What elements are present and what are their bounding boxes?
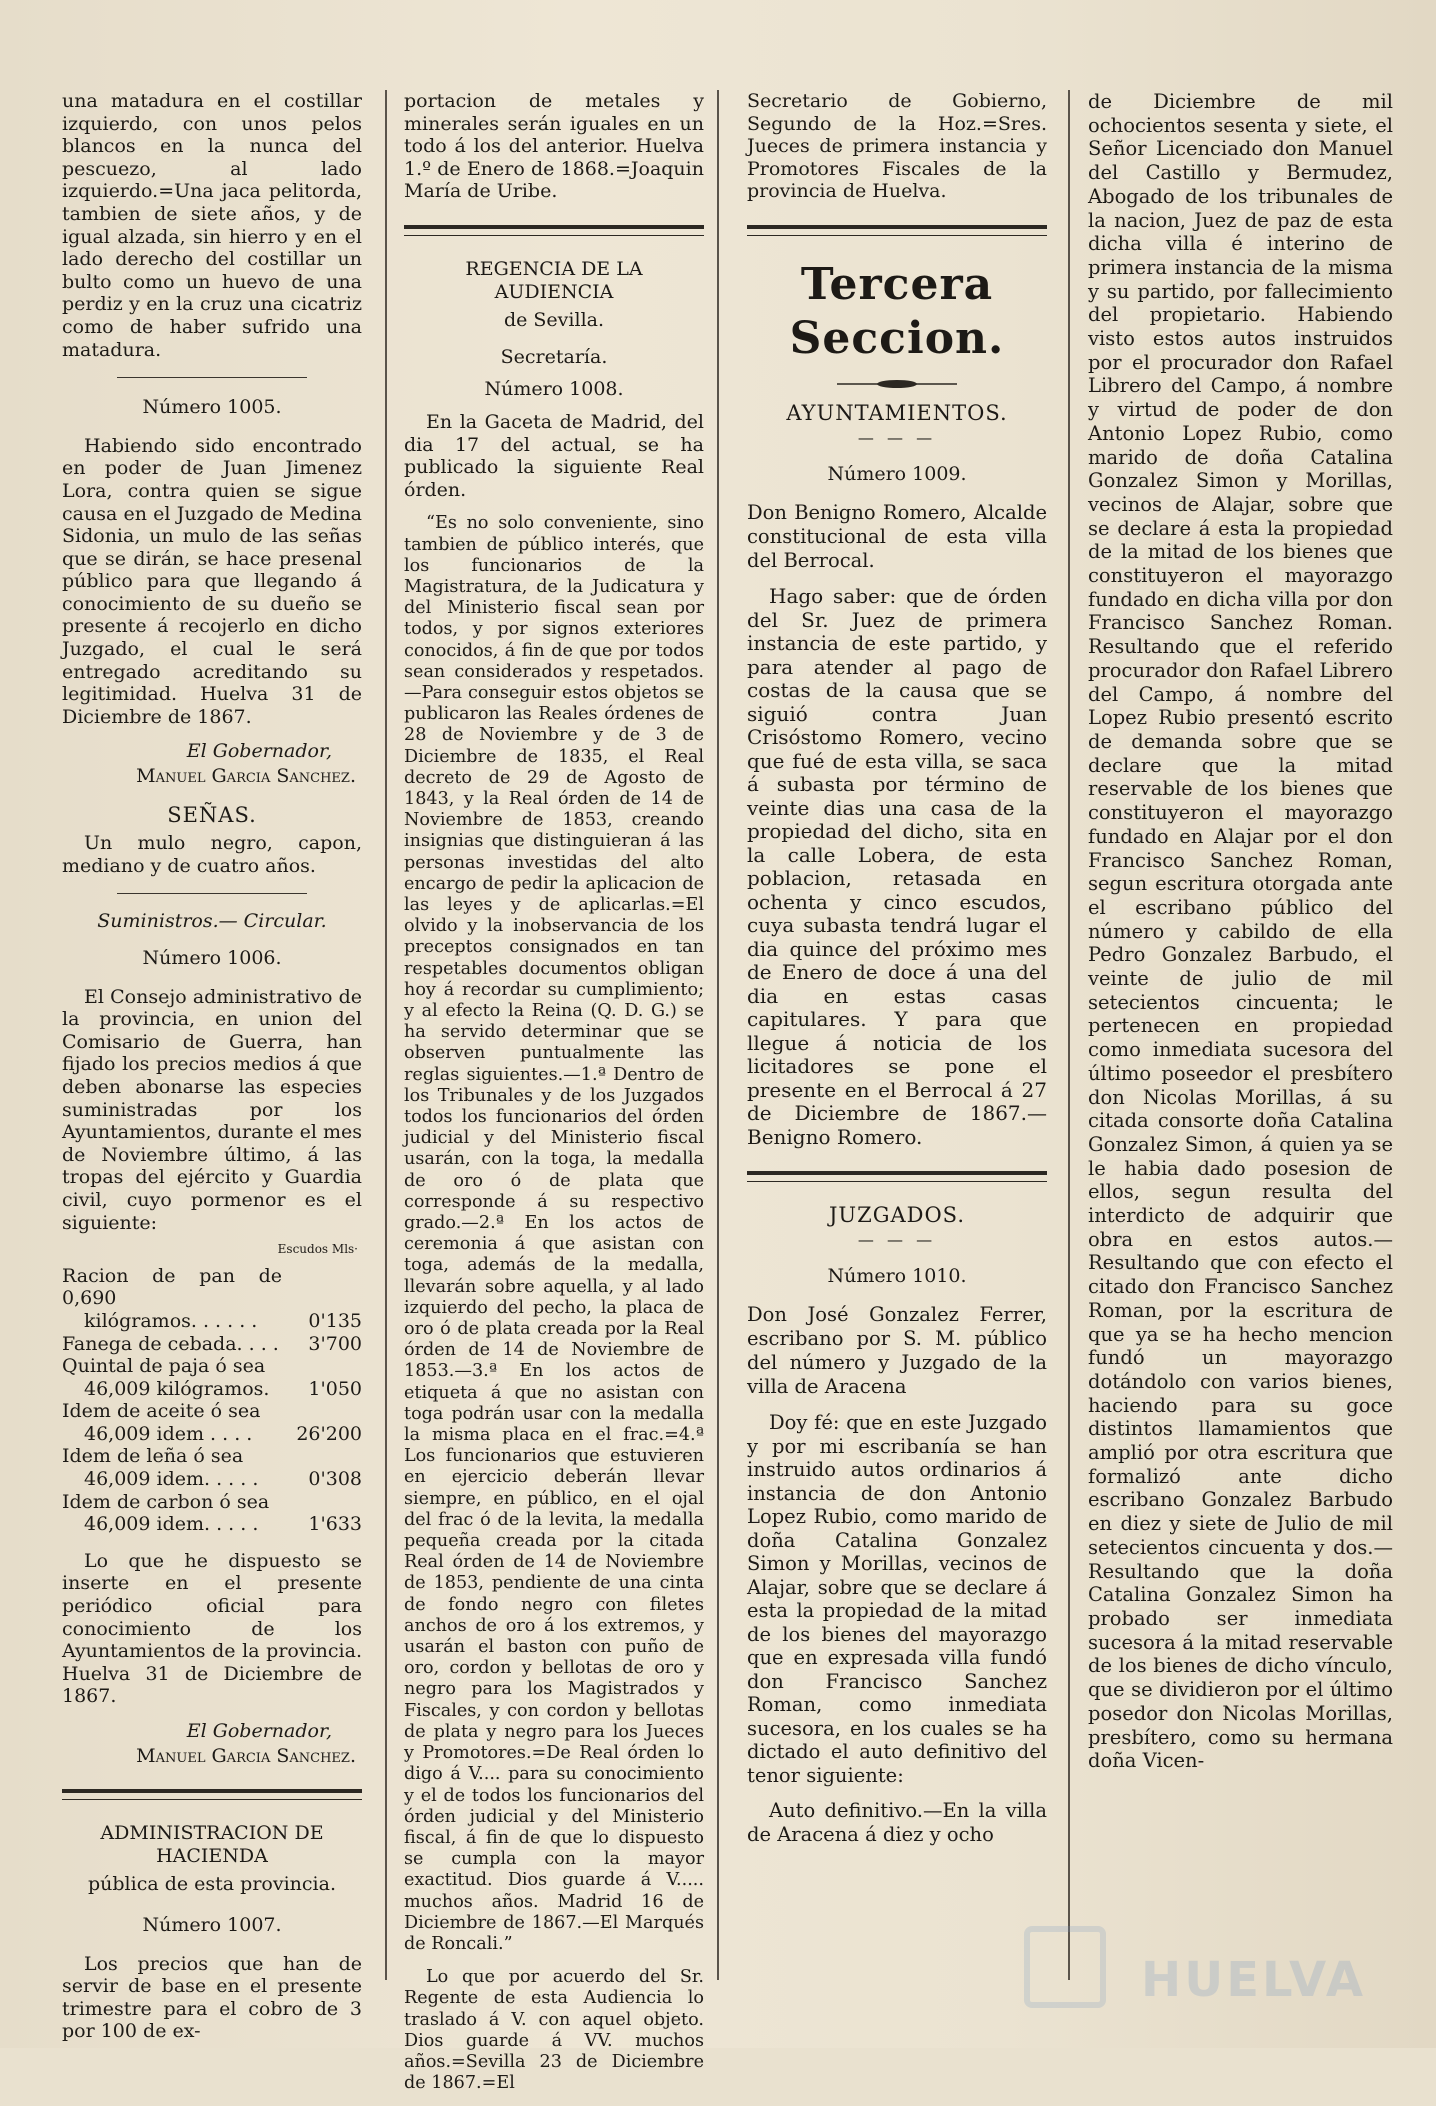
section-divider	[747, 225, 1047, 236]
paragraph: Don Benigno Romero, Alcalde constitucional de esta villa del Berrocal.	[747, 501, 1047, 573]
paragraph: Lo que por acuerdo del Sr. Regente de esta Audiencia lo traslado á V. con aquel objeto. Dios guarde á VV. muchos años.=Sevilla 23 de Diciembre de 1867.=El	[404, 1967, 704, 2094]
paragraph: una matadura en el costillar izquierdo, con unos pelos blancos en la nunca del pescuezo, al lado izquierdo.=Una jaca pelitorda, tambien de siete años, y de igual alzada, sin hierro y en el lado derecho del costillar un bulto como un huevo de una perdiz y en la cruz una cicatriz como de haber sufrido una matadura.	[62, 90, 362, 361]
separator	[117, 893, 307, 894]
price-row	[62, 1355, 362, 1378]
price-label: 46,009 idem. . . . .	[84, 1468, 259, 1491]
column-3	[747, 90, 1047, 1858]
section-heading: REGENCIA DE LA AUDIENCIA	[465, 257, 643, 303]
column-divider	[1068, 90, 1070, 1980]
separator	[117, 377, 307, 378]
price-row	[62, 1378, 362, 1401]
paragraph: Lo que he dispuesto se inserte en el presente periódico oficial para conocimiento de los Ayuntamientos de la provincia. Huelva 31 de Diciembre de 1867.	[62, 1549, 362, 1708]
price-column-header: Escudos Mls·	[277, 1242, 358, 1257]
paragraph: Doy fé: que en este Juzgado y por mi escribanía se han instruido autos ordinarios á instancia de don Antonio Lopez Rubio, como marido de doña Catalina Gonzalez Simon y Morillas, vecinos de Alajar, sobre que se declare á esta la propiedad de la mitad de los bienes del mayorazgo que en expresada villa fundó don Francisco Sanchez Roman, como inmediata sucesora, en los cuales se ha dictado el auto definitivo del tenor siguiente:	[747, 1411, 1047, 1787]
signature-title: El Gobernador,	[186, 1720, 332, 1742]
price-value: 0'308	[308, 1468, 362, 1491]
notice-number: Número 1005.	[142, 396, 282, 419]
price-row	[62, 1310, 362, 1333]
section-heading: Suministros.— Circular.	[97, 910, 327, 933]
ornament	[747, 374, 1047, 388]
paragraph: Habiendo sido encontrado en poder de Juan Jimenez Lora, contra quien se sigue causa en el Juzgado de Medina Sidonia, un mulo de las señas que se dirán, se hace presenal público para que llegando á conocimiento de su dueño se presente á recojerlo en dicho Juzgado, el cual le será entregado acreditando su legitimidad. Huelva 31 de Diciembre de 1867.	[62, 434, 362, 728]
paragraph: Auto definitivo.—En la villa de Aracena á diez y ocho	[747, 1799, 1047, 1846]
price-value	[282, 1445, 362, 1468]
price-value: 1'633	[308, 1513, 362, 1536]
paragraph: Los precios que han de servir de base en el presente trimestre para el cobro de 3 por 100 de ex-	[62, 1952, 362, 2043]
price-label: 46,009 idem. . . . .	[84, 1513, 259, 1536]
paragraph: Hago saber: que de órden del Sr. Juez de primera instancia de este partido, y para atender al pago de costas de la causa que se siguió contra Juan Crisóstomo Romero, vecino que fué de esta villa, se saca á subasta por término de veinte dias una casa de la propiedad del dicho, sita en la calle Lobera, de esta poblacion, retasada en ochenta y cinco escudos, cuya subasta tendrá lugar el dia quince del próximo mes de Enero de doce á una del dia en estas casas capitulares. Y para que llegue á noticia de los licitadores se pone el presente en el Berrocal á 27 de Diciembre de 1867.—Benigno Romero.	[747, 584, 1047, 1149]
price-label: 46,009 kilógramos.	[84, 1377, 270, 1400]
heading-dashes: — — —	[857, 427, 937, 447]
signature-name: Manuel Garcia Sanchez.	[136, 765, 356, 788]
section-heading: SEÑAS.	[167, 802, 257, 827]
paragraph: En la Gaceta de Madrid, del dia 17 del actual, se ha publicado la siguiente Real órden.	[404, 410, 704, 501]
price-value	[282, 1265, 362, 1310]
price-row	[62, 1333, 362, 1356]
price-value	[282, 1491, 362, 1514]
price-row	[62, 1491, 362, 1514]
price-label: Fanega de cebada. . . .	[62, 1332, 279, 1355]
price-label: Idem de carbon ó sea	[62, 1490, 270, 1513]
price-value: 0'135	[308, 1309, 362, 1332]
section-heading: JUZGADOS.	[828, 1203, 965, 1228]
paragraph: portacion de metales y minerales serán iguales en un todo á los del anterior. Huelva 1.º de Enero de 1868.=Joaquin María de Uribe.	[404, 90, 704, 203]
notice-number: Número 1006.	[142, 947, 282, 969]
notice-number: Número 1007.	[142, 1913, 282, 1936]
section-title: Tercera Seccion.	[789, 258, 1005, 364]
library-watermark: HUELVA	[1141, 1952, 1366, 2008]
section-heading: AYUNTAMIENTOS.	[786, 400, 1008, 425]
section-subheading: pública de esta provincia.	[88, 1873, 336, 1896]
column-divider	[717, 90, 719, 1980]
price-value: 1'050	[308, 1377, 362, 1400]
signature-title: El Gobernador,	[186, 740, 332, 763]
price-label: Idem de aceite ó sea	[62, 1400, 261, 1423]
notice-number: Número 1009.	[827, 462, 967, 485]
section-subheading: de Sevilla.	[503, 309, 605, 332]
paragraph: “Es no solo conveniente, sino tambien de público interés, que los funcionarios de la Magistratura, de la Judicatura y del Ministerio fiscal sean por todos, y por signos exteriores conocidos, á fin de que por todos sean considerados y respetados.—Para conseguir estos objetos se publicaron las Reales órdenes de 28 de Noviembre y de 3 de Diciembre de 1835, el Real decreto de 29 de Agosto de 1843, y la Real órden de 14 de Noviembre de 1853, creando insignias que distinguieran á las personas investidas del alto encargo de pedir la aplicacion de las leyes y de aplicarlas.=El olvido y la inobservancia de los preceptos consignados en tan respetables documentos obligan hoy á recordar su cumplimiento; y al efecto la Reina (Q. D. G.) se ha servido determinar que se observen puntualmente las reglas siguientes.—1.ª Dentro de los Tribunales y de los Juzgados todos los funcionarios del órden judicial y del Ministerio fiscal usarán, con la toga, la medalla de oro ó de plata que corresponde á su respectivo grado.—2.ª En los actos de ceremonia á que asistan con toga, además de la medalla, llevarán sobre aquella, y al lado izquierdo del pecho, la placa de oro ó de plata creada por la Real órden de 14 de Noviembre de 1853.—3.ª En los actos de etiqueta á que no asistan con toga podrán usar con la medalla la misma placa en el frac.=4.ª Los funcionarios que estuvieren en ejercicio deberán llevar siempre, en público, en el ojal del frac ó de la levita, la medalla pequeña creada por la citada Real órden de 14 de Noviembre de 1853, pendiente de una cinta de fondo negro con filetes anchos de oro á los extremos, y usarán el baston con puño de oro, cordon y bellotas de oro y negro para los Magistrados y Fiscales, y con cordon y bellotas de plata y negro para los Jueces y Promotores.=De Real órden lo digo á V.... para su conocimiento y el de todos los funcionarios del órden judicial y del Ministerio fiscal, á fin de que lo dispuesto se cumpla con la mayor exactitud. Dios guarde á V..... muchos años. Madrid 16 de Diciembre de 1867.—El Marqués de Roncali.”	[404, 513, 704, 1954]
notice-number: Número 1008.	[484, 378, 624, 401]
signature-name: Manuel Garcia Sanchez.	[136, 1744, 356, 1767]
price-value	[282, 1355, 362, 1378]
price-label: Quintal de paja ó sea	[62, 1355, 266, 1378]
paragraph: El Consejo administrativo de la provincia, en union del Comisario de Guerra, han fijado los precios medios á que deben abonarse las especies suministradas por los Ayuntamientos, durante el mes de Noviembre último, á las tropas del ejército y Guardia civil, cuyo pormenor es el siguiente:	[62, 985, 362, 1234]
column-divider	[385, 90, 387, 1980]
paragraph: Secretario de Gobierno, Segundo de la Hoz.=Sres. Jueces de primera instancia y Promotores Fiscales de la provincia de Huelva.	[747, 90, 1047, 203]
price-row	[62, 1400, 362, 1423]
section-heading: ADMINISTRACION DE HACIENDA	[100, 1822, 324, 1867]
notice-number: Número 1010.	[827, 1264, 967, 1287]
price-label: kilógramos. . . . . .	[84, 1309, 258, 1332]
section-subheading: Secretaría.	[500, 345, 608, 368]
price-row	[62, 1468, 362, 1491]
price-row	[62, 1265, 362, 1310]
price-label: Idem de leña ó sea	[62, 1445, 244, 1468]
paragraph: Un mulo negro, capon, mediano y de cuatro años.	[62, 832, 362, 877]
price-value: 26'200	[296, 1422, 362, 1445]
column-1	[62, 90, 362, 2055]
price-value	[282, 1400, 362, 1423]
price-row	[62, 1445, 362, 1468]
column-4	[1088, 90, 1393, 1785]
library-logo-watermark	[1024, 1926, 1106, 2008]
price-label: Racion de pan de 0,690	[62, 1264, 282, 1310]
price-list	[62, 1265, 362, 1536]
column-2	[404, 90, 704, 2106]
paragraph: de Diciembre de mil ochocientos sesenta y siete, el Señor Licenciado don Manuel del Castillo y Bermudez, Abogado de los tribunales de la nacion, Juez de paz de esta dicha villa é interino de primera instancia de la misma y su partido, por fallecimiento del propietario. Habiendo visto estos autos instruidos por el procurador don Rafael Librero del Campo, á nombre y virtud de poder de don Antonio Lopez Rubio, como marido de doña Catalina Gonzalez Simon y Morillas, vecinos de Alajar, sobre que se declare á esta la propiedad de la mitad de los bienes que constituyeron el mayorazgo fundado en dicha villa por don Francisco Sanchez Roman. Resultando que el referido procurador don Rafael Librero del Campo, á nombre del Lopez Rubio presentó escrito de demanda sobre que se declare que la mitad reservable de los bienes que constituyeron el mayorazgo fundado en Alajar por el don Francisco Sanchez Roman, segun escritura otorgada ante el escribano público del número y cabildo de ella Pedro Gonzalez Barbudo, el veinte de julio de mil setecientos cincuenta; le pertenecen en propiedad como inmediata sucesora del último poseedor el presbítero don Nicolas Morillas, á su citada consorte doña Catalina Gonzalez Simon, á quien ya se le habia dado posesion de ellos, segun resulta del interdicto de adquirir que obra en estos autos.—Resultando que con efecto el citado don Francisco Sanchez Roman, por la escritura de que ya se ha hecho mencion fundó un mayorazgo dotándolo con varios bienes, haciendo para su goce distintos llamamientos que amplió por otra escritura que formalizó ante dicho escribano Gonzalez Barbudo en diez y siete de Julio de mil setecientos cincuenta y dos.—Resultando que la doña Catalina Gonzalez Simon ha probado ser inmediata sucesora á la mitad reservable de los bienes de dicho vínculo, que se dividieron por el último posedor don Nicolas Morillas, presbítero, como su hermana doña Vicen-	[1088, 90, 1393, 1773]
price-value: 3'700	[308, 1332, 362, 1355]
price-row	[62, 1513, 362, 1536]
section-divider	[404, 225, 704, 236]
section-divider	[62, 1789, 362, 1800]
heading-dashes: — — —	[857, 1229, 937, 1249]
price-row	[62, 1423, 362, 1446]
section-divider	[747, 1171, 1047, 1182]
price-label: 46,009 idem . . . .	[84, 1422, 253, 1445]
paragraph: Don José Gonzalez Ferrer, escribano por S. M. público del número y Juzgado de la villa de Aracena	[747, 1303, 1047, 1399]
